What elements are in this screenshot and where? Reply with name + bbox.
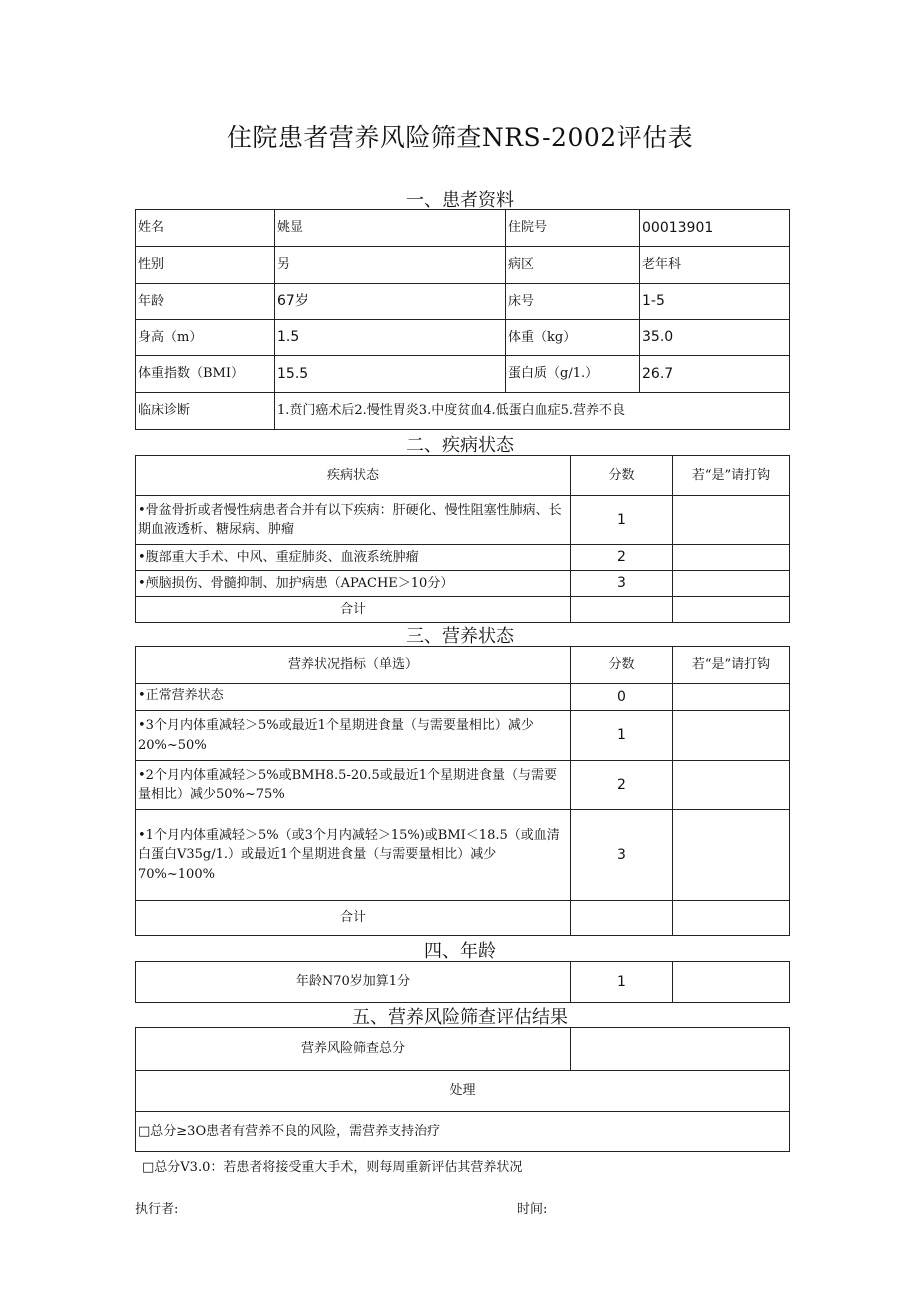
age-rule-check[interactable]: [673, 962, 790, 1003]
handling-option-low-risk[interactable]: □总分V3.0：若患者将接受重大手术，则每周重新评估其营养状况: [142, 1160, 523, 1175]
age-table: [135, 961, 790, 1003]
nutrition-header-check: 若“是”请打钩: [673, 647, 790, 684]
nutrition-row-check[interactable]: [673, 684, 790, 711]
sex-label: 性别: [136, 247, 275, 284]
disease-header-status: 疾病状态: [136, 456, 571, 496]
height-label: 身高（m）: [136, 320, 275, 356]
nutrition-header-indicator: 营养状况指标（单选）: [136, 647, 571, 684]
executor-label: 执行者:: [135, 1202, 179, 1217]
section-nutrition-heading: 三、营养状态: [406, 626, 514, 647]
disease-row-score: 1: [571, 496, 673, 545]
weight-value: 35.0: [640, 320, 790, 356]
age-value: 67岁: [275, 284, 506, 320]
ward-label: 病区: [506, 247, 640, 284]
section-patient-info-heading: 一、患者资料: [406, 190, 514, 211]
document-title: 住院患者营养风险筛查NRS-2002评估表: [226, 123, 694, 152]
bed-value: 1-5: [640, 284, 790, 320]
disease-row-check[interactable]: [673, 496, 790, 545]
nutrition-total-label: 合计: [136, 901, 571, 936]
risk-total-label: 营养风险筛查总分: [136, 1028, 571, 1071]
disease-table: [135, 455, 790, 623]
name-label: 姓名: [136, 210, 275, 247]
disease-row-check[interactable]: [673, 545, 790, 571]
sex-value: 另: [275, 247, 506, 284]
disease-total-score[interactable]: [571, 597, 673, 623]
nutrition-row-check[interactable]: [673, 810, 790, 901]
disease-row-text: •腹部重大手术、中风、重症肺炎、血液系统肿瘤: [136, 545, 571, 571]
patient-info-table: [135, 209, 790, 430]
bmi-label: 体重指数（BMI）: [136, 356, 275, 393]
admission-value: 00013901: [640, 210, 790, 247]
protein-label: 蛋白质（g∕1.）: [506, 356, 640, 393]
age-rule-score: 1: [571, 962, 673, 1003]
nutrition-row-text: •1个月内体重减轻＞5%（或3个月内减轻＞15%)或BMI＜18.5（或血清白蛋白V35g∕1.）或最近1个星期进食量（与需要量相比）减少70%~100%: [136, 810, 571, 901]
disease-row-score: 2: [571, 545, 673, 571]
section-age-heading: 四、年龄: [424, 941, 496, 962]
disease-total-label: 合计: [136, 597, 571, 623]
nutrition-row-check[interactable]: [673, 761, 790, 810]
disease-total-check[interactable]: [673, 597, 790, 623]
nutrition-row-text: •正常营养状态: [136, 684, 571, 711]
nutrition-row-score: 0: [571, 684, 673, 711]
nutrition-row-text: •2个月内体重减轻＞5%或BMH8.5-20.5或最近1个星期进食量（与需要量相比）减少50%~75%: [136, 761, 571, 810]
disease-row-text: •骨盆骨折或者慢性病患者合并有以下疾病：肝硬化、慢性阻塞性肺病、长期血液透析、糖尿病、肿瘤: [136, 496, 571, 545]
result-table: [135, 1027, 790, 1152]
age-label: 年龄: [136, 284, 275, 320]
handling-label: 处理: [136, 1071, 790, 1112]
section-result-heading: 五、营养风险筛查评估结果: [352, 1007, 568, 1028]
risk-total-value[interactable]: [571, 1028, 790, 1071]
disease-header-score: 分数: [571, 456, 673, 496]
nutrition-row-text: •3个月内体重减轻＞5%或最近1个星期进食量（与需要量相比）减少20%~50%: [136, 711, 571, 761]
disease-row-score: 3: [571, 571, 673, 597]
weight-label: 体重（kg）: [506, 320, 640, 356]
nutrition-row-check[interactable]: [673, 711, 790, 761]
section-disease-heading: 二、疾病状态: [406, 435, 514, 456]
time-label: 时间:: [517, 1202, 548, 1217]
nutrition-total-check[interactable]: [673, 901, 790, 936]
disease-row-text: •颅脑损伤、骨髓抑制、加护病患（APACHE＞10分）: [136, 571, 571, 597]
diagnosis-label: 临床诊断: [136, 393, 275, 430]
ward-value: 老年科: [640, 247, 790, 284]
name-value: 姚显: [275, 210, 506, 247]
age-rule-text: 年龄N70岁加算1分: [136, 962, 571, 1003]
nutrition-row-score: 3: [571, 810, 673, 901]
bed-label: 床号: [506, 284, 640, 320]
nutrition-row-score: 2: [571, 761, 673, 810]
height-value: 1.5: [275, 320, 506, 356]
diagnosis-value: 1.贲门癌术后2.慢性胃炎3.中度贫血4.低蛋白血症5.营养不良: [275, 393, 790, 430]
nutrition-row-score: 1: [571, 711, 673, 761]
disease-header-check: 若“是”请打钩: [673, 456, 790, 496]
disease-row-check[interactable]: [673, 571, 790, 597]
admission-label: 住院号: [506, 210, 640, 247]
protein-value: 26.7: [640, 356, 790, 393]
nutrition-total-score[interactable]: [571, 901, 673, 936]
bmi-value: 15.5: [275, 356, 506, 393]
nutrition-header-score: 分数: [571, 647, 673, 684]
nutrition-table: [135, 646, 790, 936]
handling-option-high-risk[interactable]: □总分≥3O患者有营养不良的风险，需营养支持治疗: [136, 1112, 790, 1152]
